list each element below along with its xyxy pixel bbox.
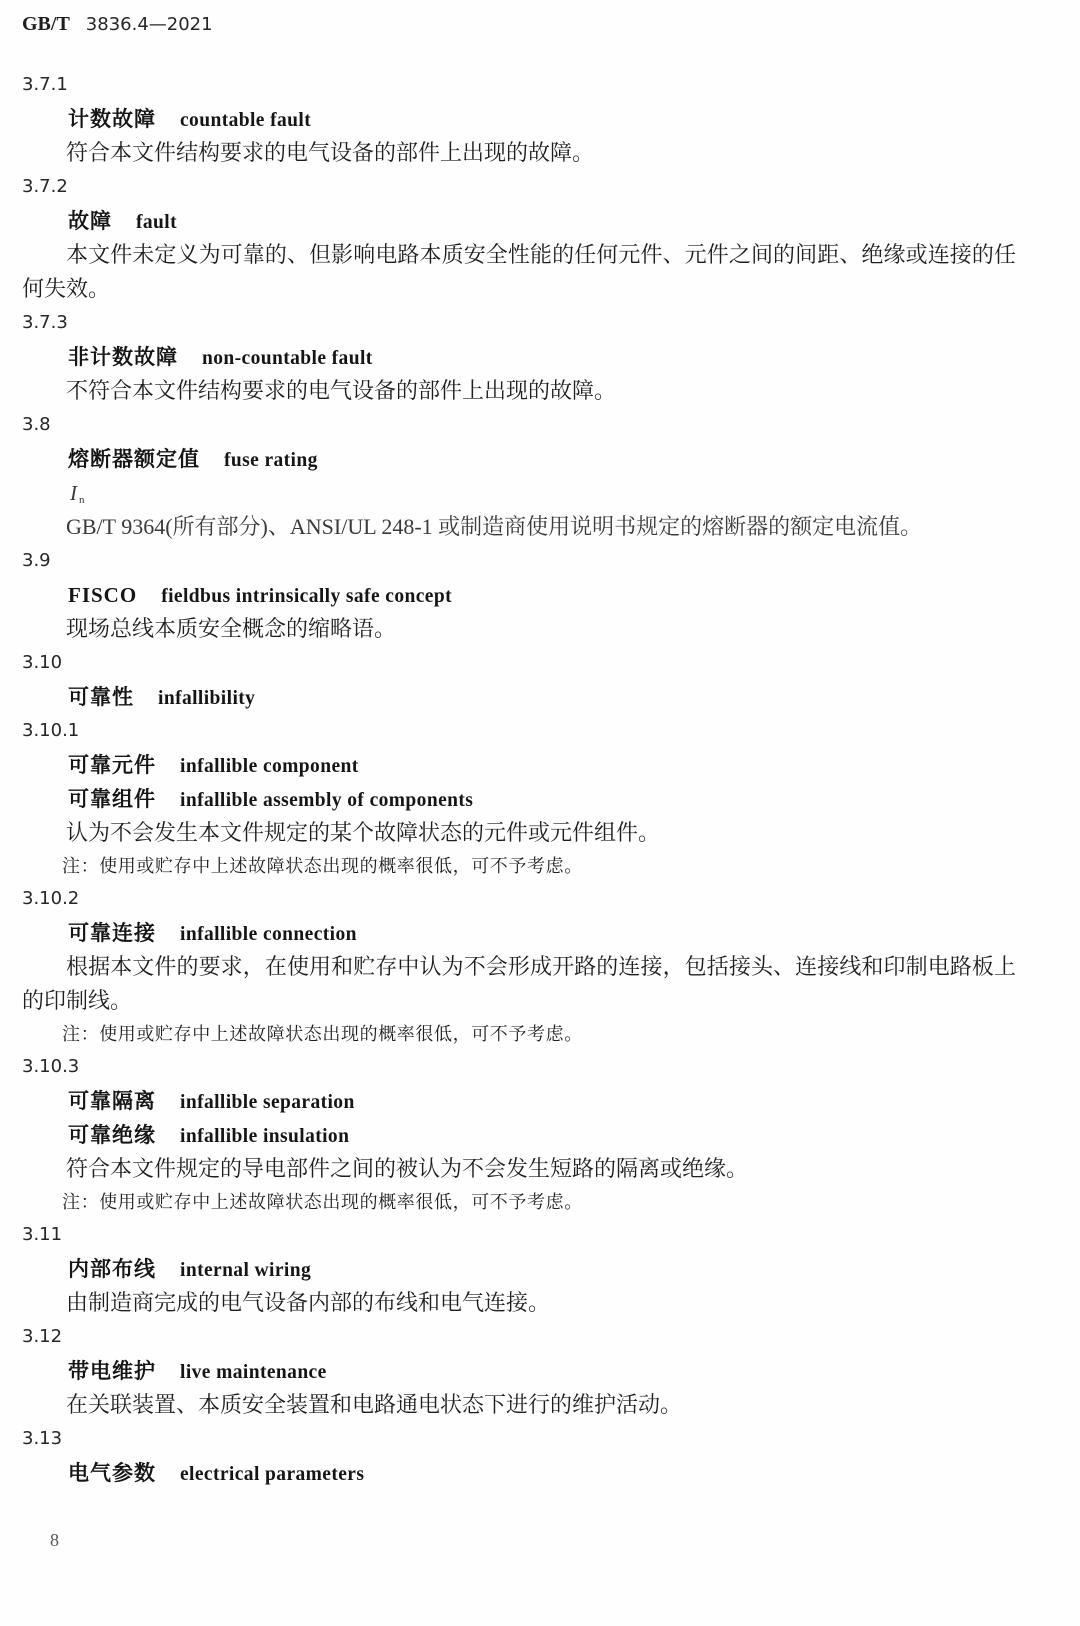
entry-number: 3.10 [22, 652, 63, 673]
term-entry [22, 1422, 1016, 1490]
term-english: infallible insulation [180, 1126, 350, 1147]
term-english: countable fault [180, 110, 312, 131]
term-heading [22, 1354, 1016, 1388]
entry-number: 3.13 [22, 1428, 63, 1449]
term-definition: 现场总线本质安全概念的缩略语。 [66, 616, 397, 641]
term-heading [22, 578, 1016, 612]
term-heading [22, 204, 1016, 238]
term-entry [22, 1320, 1016, 1422]
standard-code: GB/T [22, 13, 70, 35]
term-definition: 由制造商完成的电气设备内部的布线和电气连接。 [66, 1290, 551, 1315]
term-heading [22, 1084, 1016, 1118]
term-chinese: 可靠隔离 [68, 1089, 156, 1113]
entry-number: 3.7.3 [22, 312, 68, 333]
term-definition: 在关联装置、本质安全装置和电路通电状态下进行的维护活动。 [66, 1392, 683, 1417]
term-heading-synonym [22, 1118, 1016, 1152]
term-english: fieldbus intrinsically safe concept [161, 586, 452, 607]
term-english: fault [136, 212, 177, 233]
term-definition: GB/T 9364(所有部分)、ANSI/UL 248-1 或制造商使用说明书规定的熔断器的额定电流值。 [66, 514, 923, 539]
term-english: fuse rating [224, 450, 318, 471]
term-definition: 不符合本文件结构要求的电气设备的部件上出现的故障。 [66, 378, 617, 403]
term-english: internal wiring [180, 1260, 312, 1281]
term-chinese: 熔断器额定值 [68, 447, 200, 471]
term-heading [22, 680, 1016, 714]
entry-number: 3.7.2 [22, 176, 68, 197]
entry-number: 3.8 [22, 414, 51, 435]
entry-number: 3.10.3 [22, 1056, 80, 1077]
entry-number: 3.9 [22, 550, 51, 571]
symbol-base: I [70, 481, 77, 505]
entry-number: 3.10.1 [22, 720, 80, 741]
term-heading [22, 1252, 1016, 1286]
term-english: infallible component [180, 756, 359, 777]
term-chinese: 可靠绝缘 [68, 1123, 156, 1147]
term-definition: 符合本文件结构要求的电气设备的部件上出现的故障。 [66, 140, 595, 165]
term-english: infallible assembly of components [180, 790, 474, 811]
entry-number: 3.10.2 [22, 888, 80, 909]
page-number: 8 [50, 1530, 59, 1550]
term-english: electrical parameters [180, 1464, 365, 1485]
term-entry [22, 882, 1016, 1050]
term-entry [22, 714, 1016, 882]
running-header [22, 10, 213, 38]
term-note: 注：使用或贮存中上述故障状态出现的概率很低，可不予考虑。 [62, 1192, 583, 1212]
term-definition: 认为不会发生本文件规定的某个故障状态的元件或元件组件。 [66, 820, 661, 845]
term-definition: 本文件未定义为可靠的、但影响电路本质安全性能的任何元件、元件之间的间距、绝缘或连接的任何失效。 [22, 242, 1016, 301]
term-english: infallibility [158, 688, 256, 709]
term-english: infallible separation [180, 1092, 355, 1113]
term-definition: 根据本文件的要求，在使用和贮存中认为不会形成开路的连接，包括接头、连接线和印制电路板上的印制线。 [22, 954, 1016, 1013]
term-entry [22, 1218, 1016, 1320]
term-symbol [22, 476, 1016, 510]
term-chinese: 故障 [68, 209, 112, 233]
symbol-subscript: n [79, 494, 85, 506]
term-heading [22, 102, 1016, 136]
term-heading [22, 442, 1016, 476]
term-note: 注：使用或贮存中上述故障状态出现的概率很低，可不予考虑。 [62, 1024, 583, 1044]
term-chinese: 带电维护 [68, 1359, 156, 1383]
term-note: 注：使用或贮存中上述故障状态出现的概率很低，可不予考虑。 [62, 856, 583, 876]
term-english: infallible connection [180, 924, 357, 945]
term-chinese: 电气参数 [68, 1461, 156, 1485]
term-heading [22, 340, 1016, 374]
term-chinese: 可靠组件 [68, 787, 156, 811]
term-entry [22, 408, 1016, 544]
term-abbreviation: FISCO [68, 583, 138, 607]
term-chinese: 内部布线 [68, 1257, 156, 1281]
term-entry [22, 544, 1016, 646]
entry-number: 3.11 [22, 1224, 63, 1245]
term-entry [22, 1050, 1016, 1218]
term-heading [22, 1456, 1016, 1490]
term-heading [22, 748, 1016, 782]
term-chinese: 非计数故障 [68, 345, 178, 369]
term-heading-synonym [22, 782, 1016, 816]
standard-number: 3836.4—2021 [85, 14, 213, 35]
document-body [22, 68, 1016, 1490]
term-entry [22, 306, 1016, 408]
term-definition: 符合本文件规定的导电部件之间的被认为不会发生短路的隔离或绝缘。 [66, 1156, 749, 1181]
entry-number: 3.12 [22, 1326, 63, 1347]
term-chinese: 可靠性 [68, 685, 134, 709]
term-heading [22, 916, 1016, 950]
term-entry [22, 68, 1016, 170]
term-entry [22, 646, 1016, 714]
term-chinese: 计数故障 [68, 107, 156, 131]
entry-number: 3.7.1 [22, 74, 68, 95]
term-chinese: 可靠元件 [68, 753, 156, 777]
term-english: non-countable fault [202, 348, 373, 369]
term-entry [22, 170, 1016, 306]
term-english: live maintenance [180, 1362, 327, 1383]
term-chinese: 可靠连接 [68, 921, 156, 945]
